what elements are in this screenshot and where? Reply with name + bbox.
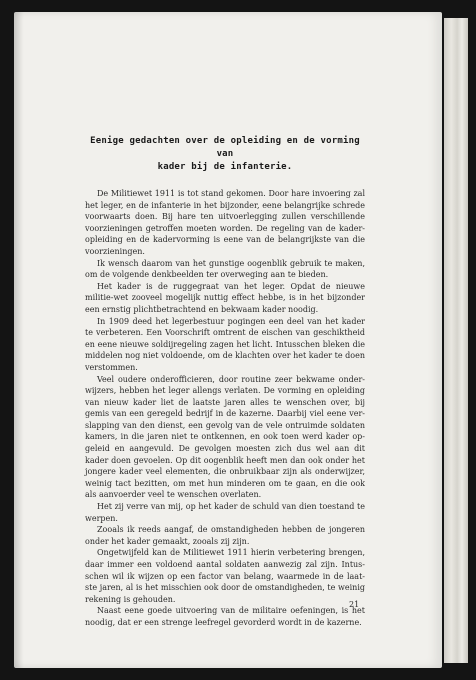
paragraph-9: Naast eene goede uitvoering van de militaire oefeningen, is het noodig, dat er een strenge leefregel gevorderd wordt in de kazerne. xyxy=(85,606,365,627)
paragraph-7: Zooals ik reeds aangaf, de omstandigheden hebben de jongeren onder het kader gemaakt, zooals zij zijn. xyxy=(85,525,365,546)
paragraph-6: Het zij verre van mij, op het kader de schuld van dien toestand te werpen. xyxy=(85,502,365,523)
title-line-2: kader bij de infanterie. xyxy=(157,162,293,172)
page-edge xyxy=(444,18,468,663)
page-content xyxy=(85,135,365,629)
page-number: 21 xyxy=(349,600,360,609)
paragraph-4: In 1909 deed het legerbestuur pogingen een deel van het kader te verbeteren. Een Voorschrift omtrent de eischen van geschiktheid en eene nieuwe soldijregeling zagen het licht. Intusschen bleken die middelen nog niet voldoende, om de klachten over het kader te doen verstommen. xyxy=(85,316,365,372)
paragraph-8: Ongetwijfeld kan de Militiewet 1911 hierin verbetering brengen, daar immer een voldoend aantal soldaten aanwezig zal zijn. Intus-schen wil ik wijzen op een factor van belang, waarmede in de laat-ste jaren, al is het misschien ook door de omstandigheden, te weinig rekening is gehouden. xyxy=(85,548,365,604)
paragraph-3: Het kader is de ruggegraat van het leger. Opdat de nieuwe militie-wet zooveel mogelijk nuttig effect hebbe, is in het bijzonder een ernstig plichtbetrachtend en bekwaam kader noodig. xyxy=(85,281,365,314)
title-line-1: Eenige gedachten over de opleiding en de vorming van xyxy=(90,136,360,159)
paragraph-1: De Militiewet 1911 is tot stand gekomen. Door hare invoering zal het leger, en de infanterie in het bijzonder, eene belangrijke schrede voorwaarts doen. Bij hare ten uitvoerlegging zullen verschillende voorzieningen getroffen moeten worden. De regeling van de kader-opleiding en de kadervorming is eene van de belangrijkste van die voorzieningen. xyxy=(85,189,365,256)
binding-shadow xyxy=(14,12,24,668)
article-title xyxy=(85,135,365,174)
paragraph-5: Veel oudere onderofficieren, door routine zeer bekwame onder-wijzers, hebben het leger allengs verlaten. De vorming en opleiding van nieuw kader liet de laatste jaren alles te wenschen over, bij gemis van een geregeld bedrijf in de kazerne. Daarbij viel eene ver-slapping van den dienst, een gevolg van de vele ontruimde soldaten kamers, in die jaren niet te ontkennen, en ook toen werd kader op-geleid en aangevuld. De gevolgen moesten zich dus wel aan dit kader doen gevoelen. Op dit oogenblik heeft men dan ook onder het jongere kader veel elementen, die onbruikbaar zijn als onderwijzer, weinig tact bezitten, om met hun minderen om te gaan, en die ook als aanvoerder veel te wenschen overlaten. xyxy=(85,374,365,500)
paragraph-2: Ik wensch daarom van het gunstige oogenblik gebruik te maken, om de volgende denkbeelden ter overweging aan te bieden. xyxy=(85,258,365,280)
